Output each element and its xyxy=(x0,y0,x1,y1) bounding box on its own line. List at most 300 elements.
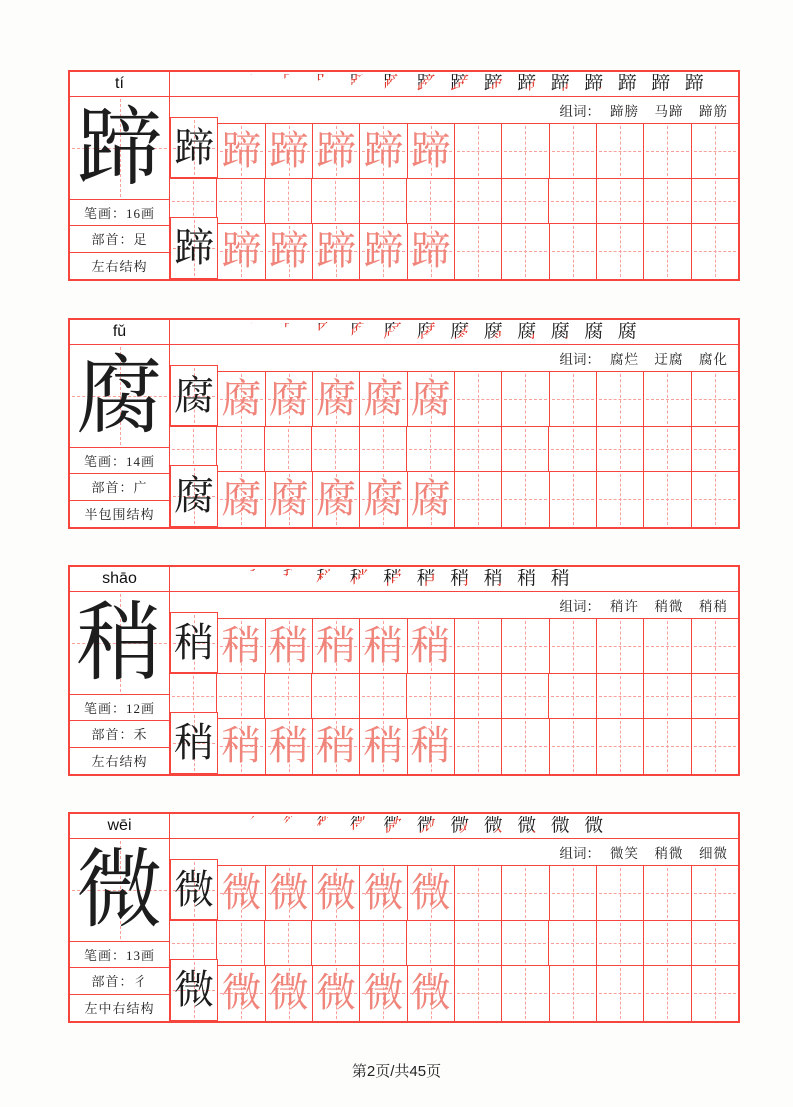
stroke-step: 蹄 xyxy=(611,74,645,93)
grid-cell xyxy=(644,472,691,527)
stroke-step: 腐 xyxy=(309,322,343,341)
grid-cell xyxy=(502,619,549,673)
grid-cell xyxy=(312,427,359,470)
stroke-step: 微 xyxy=(343,816,377,835)
trace-character: 腐 xyxy=(268,376,309,422)
big-character-box xyxy=(70,839,169,942)
grid-cell xyxy=(597,619,644,673)
structure-label: 左中右结构 xyxy=(84,1001,155,1017)
example-character: 微 xyxy=(174,866,215,912)
grid-cell xyxy=(502,966,549,1021)
stroke-step: 腐 xyxy=(343,322,377,341)
trace-character: 腐 xyxy=(221,476,262,522)
word-examples-label: 组词： xyxy=(559,103,600,119)
grid-cell xyxy=(407,179,454,222)
grid-cell xyxy=(692,719,738,774)
trace-character: 腐 xyxy=(410,476,451,522)
trace-character: 稍 xyxy=(268,623,309,669)
grid-cell xyxy=(265,179,312,222)
grid-cell xyxy=(360,124,407,178)
stroke-step: 微 xyxy=(376,816,410,835)
grid-cell xyxy=(408,472,455,527)
trace-character: 稍 xyxy=(221,623,262,669)
grid-cell xyxy=(170,117,218,178)
trace-character: 腐 xyxy=(316,376,357,422)
grid-cell xyxy=(644,224,691,279)
stroke-step: 稍 xyxy=(510,569,544,588)
stroke-step: 蹄 xyxy=(175,74,209,93)
trace-character: 稍 xyxy=(363,623,404,669)
stroke-step: 微 xyxy=(577,816,611,835)
grid-cell xyxy=(644,966,691,1021)
grid-cell xyxy=(170,365,218,426)
trace-character: 稍 xyxy=(363,723,404,769)
grid-cell xyxy=(455,427,502,470)
grid-cell xyxy=(217,921,264,964)
stroke-step: 稍 xyxy=(343,569,377,588)
grid-cell xyxy=(692,866,738,920)
stroke-step: 腐 xyxy=(544,322,578,341)
grid-cell xyxy=(455,866,502,920)
stroke-step: 稍 xyxy=(544,569,578,588)
practice-grid-row xyxy=(170,966,738,1021)
grid-cell xyxy=(266,619,313,673)
stroke-step: 稍 xyxy=(376,569,410,588)
grid-cell xyxy=(360,619,407,673)
grid-cell xyxy=(360,719,407,774)
big-character-box xyxy=(70,97,169,200)
trace-character: 微 xyxy=(268,970,309,1016)
radical-label: 部首：禾 xyxy=(70,721,169,748)
grid-cell xyxy=(312,674,359,717)
grid-cell xyxy=(360,472,407,527)
trace-character: 微 xyxy=(221,870,262,916)
grid-cell xyxy=(218,124,265,178)
stroke-count-label: 笔画：14画 xyxy=(70,448,169,475)
grid-cell xyxy=(597,719,644,774)
stroke-step: 微 xyxy=(410,816,444,835)
grid-cell xyxy=(455,472,502,527)
trace-character: 腐 xyxy=(316,476,357,522)
practice-grid-row xyxy=(170,719,738,774)
stroke-step: 蹄 xyxy=(477,74,511,93)
grid-cell xyxy=(313,224,360,279)
stroke-order-row xyxy=(170,814,738,839)
grid-cell xyxy=(550,719,597,774)
stroke-step: 蹄 xyxy=(644,74,678,93)
word-examples-row xyxy=(170,97,738,125)
grid-cell xyxy=(455,372,502,426)
grid-cell xyxy=(455,619,502,673)
example-character: 稍 xyxy=(174,719,215,765)
trace-character: 稍 xyxy=(410,623,451,669)
grid-cell xyxy=(313,619,360,673)
big-character: 微 xyxy=(76,841,163,938)
blank-grid-row xyxy=(170,674,738,718)
stroke-step: 微 xyxy=(477,816,511,835)
trace-character: 微 xyxy=(221,970,262,1016)
stroke-step: 腐 xyxy=(410,322,444,341)
grid-cell xyxy=(597,224,644,279)
grid-cell xyxy=(550,372,597,426)
structure-label: 左右结构 xyxy=(91,259,148,275)
stroke-step: 腐 xyxy=(276,322,310,341)
big-character: 腐 xyxy=(76,347,163,444)
trace-character: 微 xyxy=(316,870,357,916)
grid-cell xyxy=(597,921,644,964)
grid-cell xyxy=(692,921,738,964)
grid-cell xyxy=(597,179,644,222)
example-character: 微 xyxy=(174,966,215,1012)
example-character: 腐 xyxy=(174,372,215,418)
stroke-step: 蹄 xyxy=(577,74,611,93)
grid-cell xyxy=(644,921,691,964)
grid-cell xyxy=(313,966,360,1021)
stroke-count-label: 笔画：13画 xyxy=(70,942,169,969)
stroke-step: 微 xyxy=(276,816,310,835)
grid-cell xyxy=(550,966,597,1021)
stroke-step: 腐 xyxy=(510,322,544,341)
word-examples: 微笑 稍微 细微 xyxy=(610,845,728,861)
grid-cell xyxy=(217,179,264,222)
grid-cell xyxy=(550,619,597,673)
grid-cell xyxy=(408,966,455,1021)
character-info-panel xyxy=(70,567,170,774)
grid-cell xyxy=(408,719,455,774)
practice-grid-row xyxy=(170,372,738,427)
blank-grid-row xyxy=(170,179,738,223)
word-examples: 蹄膀 马蹄 蹄筋 xyxy=(610,103,728,119)
grid-cell xyxy=(408,619,455,673)
grid-cell xyxy=(644,619,691,673)
stroke-step: 微 xyxy=(309,816,343,835)
grid-cell xyxy=(502,674,549,717)
big-character: 稍 xyxy=(76,594,163,691)
stroke-step: 蹄 xyxy=(544,74,578,93)
grid-cell xyxy=(692,674,738,717)
blank-grid-row xyxy=(170,427,738,471)
grid-cell xyxy=(502,472,549,527)
grid-cell xyxy=(644,866,691,920)
grid-cell xyxy=(455,719,502,774)
grid-cell xyxy=(692,224,738,279)
word-examples-label: 组词： xyxy=(559,845,600,861)
stroke-step: 微 xyxy=(209,816,243,835)
trace-character: 蹄 xyxy=(363,228,404,274)
character-section-fu xyxy=(68,318,740,529)
grid-cell xyxy=(597,472,644,527)
stroke-step: 稍 xyxy=(443,569,477,588)
grid-cell xyxy=(597,372,644,426)
grid-cell xyxy=(550,472,597,527)
grid-cell xyxy=(360,866,407,920)
grid-cell xyxy=(312,179,359,222)
pinyin-label: shāo xyxy=(70,567,169,592)
trace-character: 稍 xyxy=(221,723,262,769)
grid-cell xyxy=(692,124,738,178)
grid-cell xyxy=(455,224,502,279)
stroke-step: 稍 xyxy=(276,569,310,588)
trace-character: 腐 xyxy=(410,376,451,422)
trace-character: 蹄 xyxy=(410,128,451,174)
grid-cell xyxy=(550,224,597,279)
grid-cell xyxy=(407,427,454,470)
grid-cell xyxy=(502,224,549,279)
trace-character: 腐 xyxy=(268,476,309,522)
grid-cell xyxy=(313,719,360,774)
radical-label: 部首：足 xyxy=(70,226,169,253)
practice-grid-row xyxy=(170,224,738,279)
grid-cell xyxy=(360,427,407,470)
practice-grid-row xyxy=(170,472,738,527)
character-section-shao xyxy=(68,565,740,776)
stroke-step: 腐 xyxy=(242,322,276,341)
character-info-panel xyxy=(70,320,170,527)
radical-label: 部首：广 xyxy=(70,474,169,501)
stroke-step: 稍 xyxy=(410,569,444,588)
grid-cell xyxy=(170,859,218,920)
trace-character: 腐 xyxy=(363,476,404,522)
word-examples-row xyxy=(170,839,738,867)
grid-cell xyxy=(549,179,596,222)
grid-cell xyxy=(218,472,265,527)
grid-cell xyxy=(360,921,407,964)
grid-cell xyxy=(218,719,265,774)
stroke-step: 腐 xyxy=(577,322,611,341)
grid-cell xyxy=(266,472,313,527)
grid-cell xyxy=(408,224,455,279)
grid-cell xyxy=(313,866,360,920)
grid-cell xyxy=(312,921,359,964)
stroke-step: 稍 xyxy=(477,569,511,588)
example-character: 稍 xyxy=(174,619,215,665)
grid-cell xyxy=(266,719,313,774)
grid-cell xyxy=(597,966,644,1021)
grid-cell xyxy=(265,921,312,964)
grid-cell xyxy=(502,719,549,774)
grid-cell xyxy=(217,427,264,470)
grid-cell xyxy=(265,674,312,717)
trace-character: 蹄 xyxy=(363,128,404,174)
stroke-step: 微 xyxy=(544,816,578,835)
page-indicator: 第2页/共45页 xyxy=(351,1063,442,1080)
trace-character: 蹄 xyxy=(268,128,309,174)
stroke-step: 微 xyxy=(242,816,276,835)
grid-cell xyxy=(692,966,738,1021)
trace-character: 腐 xyxy=(363,376,404,422)
big-character-box xyxy=(70,345,169,448)
trace-character: 微 xyxy=(268,870,309,916)
trace-character: 稍 xyxy=(316,723,357,769)
practice-grid-row xyxy=(170,866,738,921)
trace-character: 微 xyxy=(410,870,451,916)
grid-cell xyxy=(360,179,407,222)
grid-cell xyxy=(407,921,454,964)
grid-cell xyxy=(217,674,264,717)
grid-cell xyxy=(218,966,265,1021)
grid-cell xyxy=(455,921,502,964)
word-examples-label: 组词： xyxy=(559,351,600,367)
grid-cell xyxy=(455,966,502,1021)
grid-cell xyxy=(455,179,502,222)
trace-character: 腐 xyxy=(221,376,262,422)
grid-cell xyxy=(644,124,691,178)
word-examples-row xyxy=(170,345,738,373)
grid-cell xyxy=(597,866,644,920)
radical-label: 部首：彳 xyxy=(70,968,169,995)
grid-cell xyxy=(644,674,691,717)
grid-cell xyxy=(266,224,313,279)
pinyin-label: wēi xyxy=(70,814,169,839)
grid-cell xyxy=(218,224,265,279)
grid-cell xyxy=(644,719,691,774)
stroke-step: 稍 xyxy=(175,569,209,588)
stroke-step: 腐 xyxy=(443,322,477,341)
word-examples: 稍许 稍微 稍稍 xyxy=(610,598,728,614)
practice-panel xyxy=(170,72,738,279)
example-character: 蹄 xyxy=(174,224,215,270)
big-character: 蹄 xyxy=(76,99,163,196)
stroke-count-label: 笔画：12画 xyxy=(70,695,169,722)
grid-cell xyxy=(265,427,312,470)
blank-grid-row xyxy=(170,921,738,965)
trace-character: 蹄 xyxy=(410,228,451,274)
grid-cell xyxy=(550,124,597,178)
structure-label: 左右结构 xyxy=(91,754,148,770)
grid-cell xyxy=(218,619,265,673)
grid-cell xyxy=(502,372,549,426)
character-info-panel xyxy=(70,814,170,1021)
grid-cell xyxy=(502,124,549,178)
stroke-step: 蹄 xyxy=(309,74,343,93)
grid-cell xyxy=(549,427,596,470)
stroke-step: 微 xyxy=(443,816,477,835)
grid-cell xyxy=(360,224,407,279)
structure-label: 半包围结构 xyxy=(84,507,155,523)
grid-cell xyxy=(692,179,738,222)
stroke-count-label: 笔画：16画 xyxy=(70,200,169,227)
grid-cell xyxy=(455,674,502,717)
grid-cell xyxy=(455,124,502,178)
grid-cell xyxy=(692,472,738,527)
example-character: 蹄 xyxy=(174,124,215,170)
grid-cell xyxy=(644,179,691,222)
grid-cell xyxy=(266,866,313,920)
grid-cell xyxy=(597,124,644,178)
grid-cell xyxy=(502,921,549,964)
grid-cell xyxy=(313,372,360,426)
grid-cell xyxy=(266,124,313,178)
stroke-step: 腐 xyxy=(611,322,645,341)
grid-cell xyxy=(360,372,407,426)
pinyin-label: tí xyxy=(70,72,169,97)
grid-cell xyxy=(549,921,596,964)
grid-cell xyxy=(549,674,596,717)
grid-cell xyxy=(408,866,455,920)
grid-cell xyxy=(408,124,455,178)
grid-cell xyxy=(502,179,549,222)
trace-character: 蹄 xyxy=(316,128,357,174)
trace-character: 蹄 xyxy=(221,228,262,274)
stroke-step: 蹄 xyxy=(443,74,477,93)
stroke-step: 蹄 xyxy=(410,74,444,93)
grid-cell xyxy=(170,959,218,1021)
grid-cell xyxy=(313,124,360,178)
stroke-step: 蹄 xyxy=(678,74,712,93)
stroke-order-row xyxy=(170,320,738,345)
stroke-step: 腐 xyxy=(477,322,511,341)
grid-cell xyxy=(218,866,265,920)
grid-cell xyxy=(266,966,313,1021)
trace-character: 稍 xyxy=(316,623,357,669)
stroke-step: 蹄 xyxy=(276,74,310,93)
grid-cell xyxy=(502,427,549,470)
grid-cell xyxy=(313,472,360,527)
practice-grid-row xyxy=(170,124,738,179)
grid-cell xyxy=(170,712,218,774)
stroke-order-row xyxy=(170,72,738,97)
grid-cell xyxy=(408,372,455,426)
grid-cell xyxy=(266,372,313,426)
trace-character: 稍 xyxy=(410,723,451,769)
grid-cell xyxy=(170,217,218,279)
stroke-step: 微 xyxy=(175,816,209,835)
big-character-box xyxy=(70,592,169,695)
grid-cell xyxy=(360,966,407,1021)
grid-cell xyxy=(644,372,691,426)
grid-cell xyxy=(407,674,454,717)
character-info-panel xyxy=(70,72,170,279)
grid-cell xyxy=(550,866,597,920)
stroke-step: 腐 xyxy=(209,322,243,341)
practice-grid-row xyxy=(170,619,738,674)
stroke-step: 稍 xyxy=(209,569,243,588)
grid-cell xyxy=(170,465,218,527)
word-examples: 腐烂 迂腐 腐化 xyxy=(610,351,728,367)
stroke-step: 蹄 xyxy=(209,74,243,93)
trace-character: 微 xyxy=(363,970,404,1016)
stroke-step: 稍 xyxy=(242,569,276,588)
grid-cell xyxy=(360,674,407,717)
character-section-wei xyxy=(68,812,740,1023)
grid-cell xyxy=(692,372,738,426)
grid-cell xyxy=(218,372,265,426)
stroke-order-row xyxy=(170,567,738,592)
stroke-step: 蹄 xyxy=(242,74,276,93)
grid-cell xyxy=(170,612,218,673)
stroke-step: 腐 xyxy=(376,322,410,341)
word-examples-row xyxy=(170,592,738,620)
grid-cell xyxy=(597,427,644,470)
grid-cell xyxy=(597,674,644,717)
character-section-ti xyxy=(68,70,740,281)
stroke-step: 腐 xyxy=(175,322,209,341)
word-examples-label: 组词： xyxy=(559,598,600,614)
practice-panel xyxy=(170,320,738,527)
grid-cell xyxy=(692,427,738,470)
practice-panel xyxy=(170,814,738,1021)
example-character: 腐 xyxy=(174,472,215,518)
stroke-step: 微 xyxy=(510,816,544,835)
grid-cell xyxy=(644,427,691,470)
trace-character: 微 xyxy=(316,970,357,1016)
trace-character: 稍 xyxy=(268,723,309,769)
trace-character: 蹄 xyxy=(316,228,357,274)
stroke-step: 蹄 xyxy=(343,74,377,93)
trace-character: 微 xyxy=(410,970,451,1016)
grid-cell xyxy=(692,619,738,673)
trace-character: 微 xyxy=(363,870,404,916)
